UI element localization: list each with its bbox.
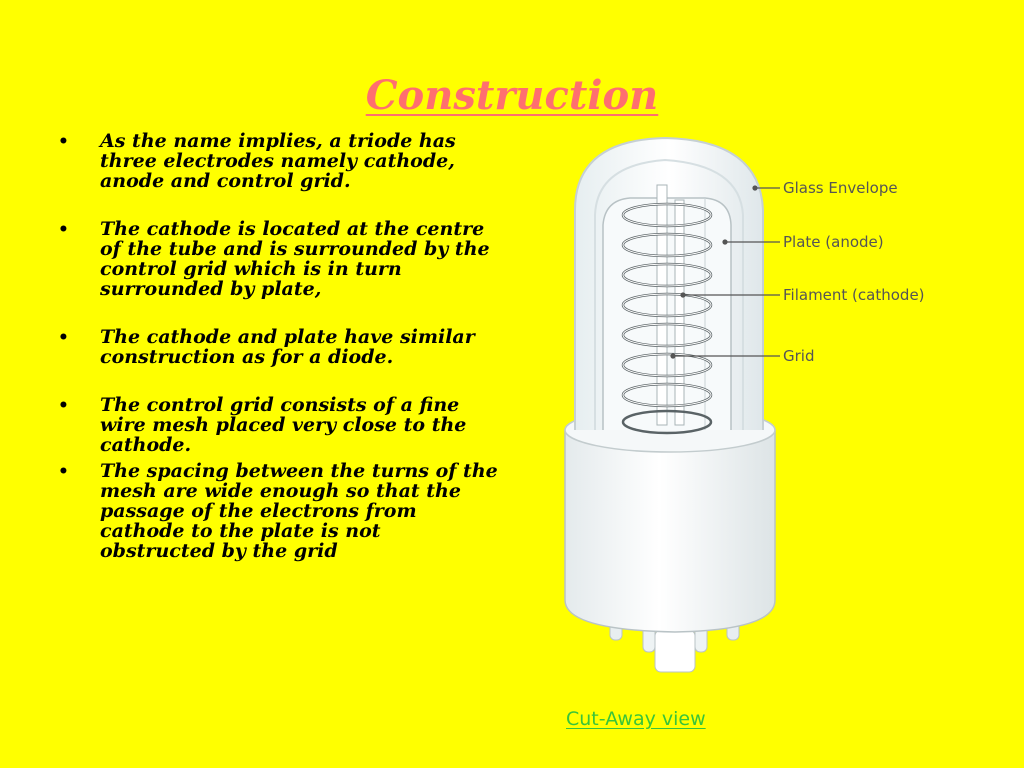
bullet-item bbox=[58, 395, 498, 455]
bullet-icon: • bbox=[58, 132, 69, 152]
bullet-list bbox=[58, 131, 498, 561]
bullet-text: The control grid consists of a fine wire mesh placed very close to the cathode. bbox=[100, 394, 467, 456]
bullet-icon: • bbox=[58, 462, 69, 482]
bullet-item bbox=[58, 219, 498, 299]
bullet-text: The cathode and plate have similar construction as for a diode. bbox=[100, 326, 475, 368]
bullet-item bbox=[58, 461, 498, 561]
bullet-icon: • bbox=[58, 328, 69, 348]
bullet-item bbox=[58, 327, 498, 367]
bullet-text: The spacing between the turns of the mesh are wide enough so that the passage of the electrons from cathode to the plate is not obstructed by the grid bbox=[100, 460, 498, 562]
label-grid: Grid bbox=[783, 347, 815, 365]
bullet-text: The cathode is located at the centre of the tube and is surrounded by the control grid which is in turn surrounded by plate, bbox=[100, 218, 490, 300]
bullet-text: As the name implies, a triode has three electrodes namely cathode, anode and control grid. bbox=[100, 130, 456, 192]
bullet-icon: • bbox=[58, 220, 69, 240]
label-glass-envelope: Glass Envelope bbox=[783, 179, 898, 197]
slide-title: Construction bbox=[365, 72, 659, 119]
label-plate-anode: Plate (anode) bbox=[783, 233, 884, 251]
bullet-item bbox=[58, 131, 498, 191]
diagram-caption: Cut-Away view bbox=[566, 708, 706, 730]
bullet-icon: • bbox=[58, 396, 69, 416]
label-filament-cathode: Filament (cathode) bbox=[783, 286, 925, 304]
tube-base bbox=[565, 430, 775, 632]
triode-cutaway-diagram bbox=[555, 130, 965, 680]
